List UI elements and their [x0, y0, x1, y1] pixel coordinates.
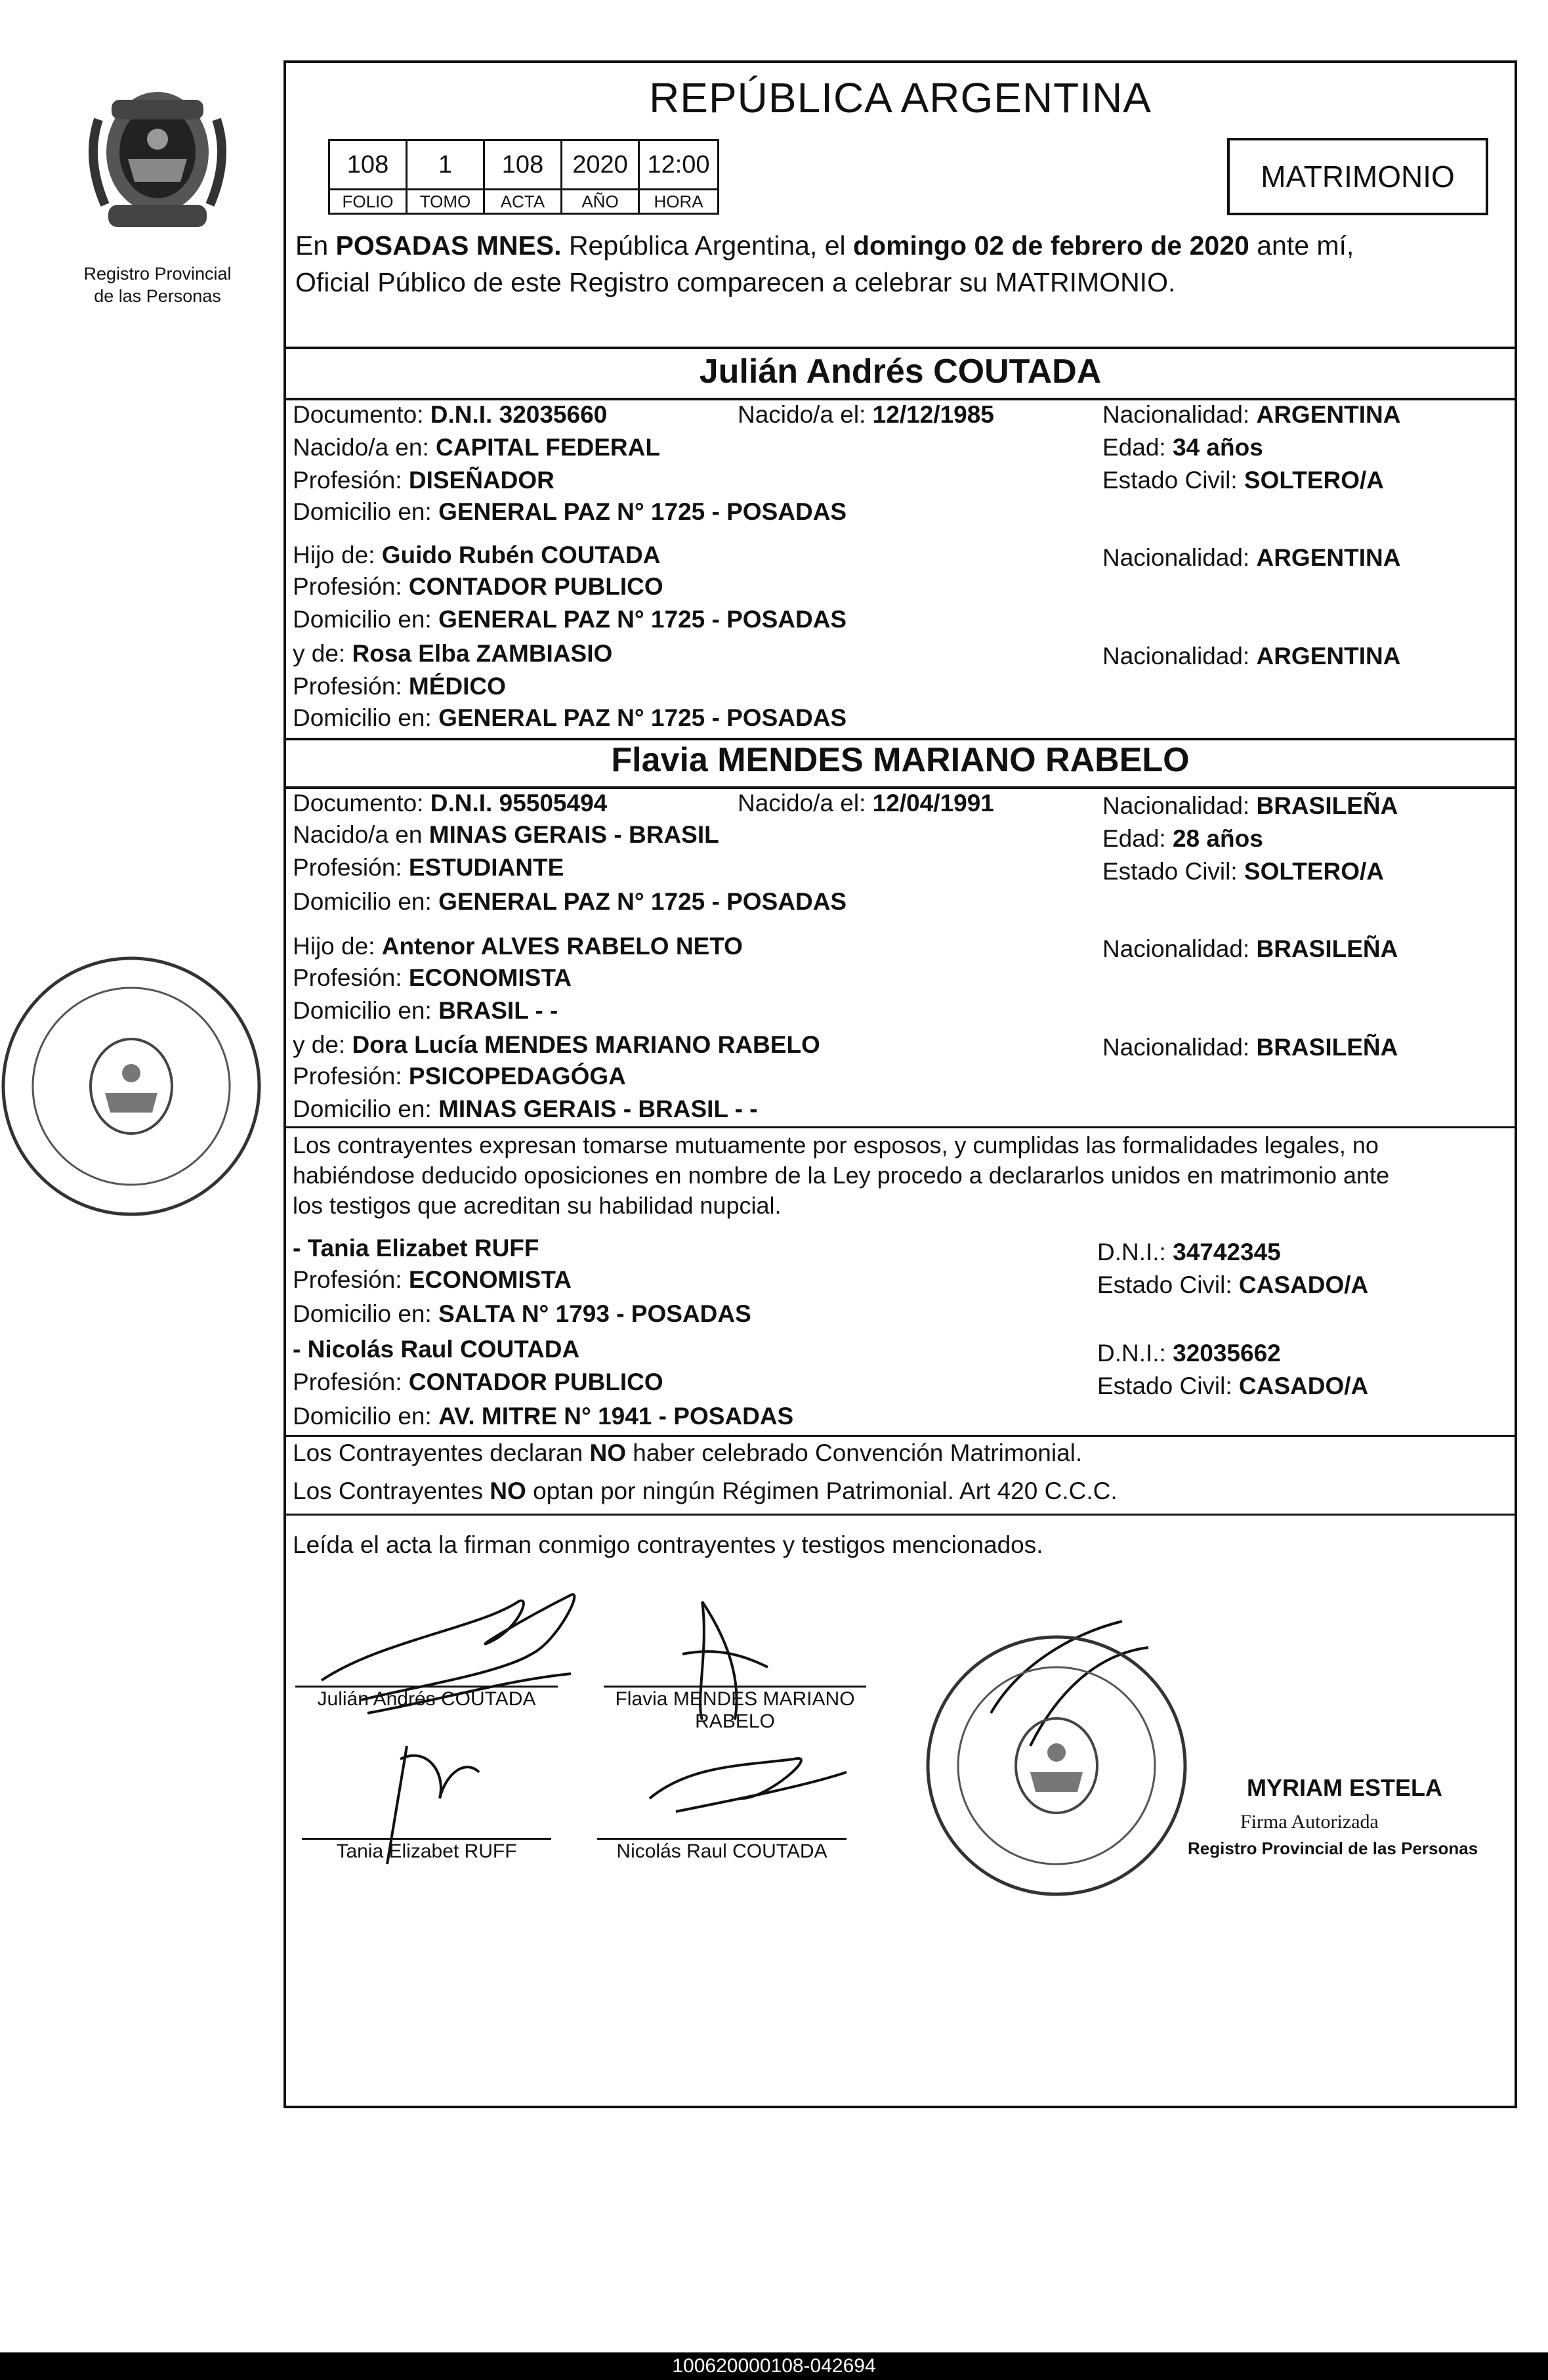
province-logo — [72, 74, 243, 251]
spouse2-mother — [293, 1029, 820, 1061]
record-tomo — [408, 141, 485, 213]
witness1-domicilio — [293, 1298, 751, 1330]
signature-line — [295, 1686, 558, 1688]
signature-2-name-line2: RABELO — [695, 1711, 775, 1732]
intro-line2: Oficial Público de este Registro comparecen a celebrar su MATRIMONIO. — [295, 267, 1176, 297]
spouse2-nacionalidad — [1102, 790, 1398, 822]
witness2-profesion — [293, 1367, 663, 1398]
spouse2-nacido-en — [293, 819, 719, 851]
spouse2-documento — [293, 788, 607, 819]
value: SALTA N° 1793 - POSADAS — [438, 1300, 751, 1327]
signature-line — [604, 1686, 866, 1688]
signature-line — [302, 1838, 551, 1840]
label: Profesión: — [293, 573, 409, 600]
witness1-name — [293, 1233, 539, 1264]
label: Domicilio en: — [293, 498, 439, 525]
spouse1-mother-nacionalidad — [1102, 641, 1400, 672]
declaration-line2: habiéndose deducido oposiciones en nombre de la Ley procedo a declararlos unidos en matrimonio ante — [293, 1162, 1390, 1189]
value: GENERAL PAZ N° 1725 - POSADAS — [438, 498, 847, 525]
record-label: TOMO — [419, 191, 471, 211]
spouse1-domicilio — [293, 496, 847, 528]
label: Nacionalidad: — [1102, 1034, 1257, 1061]
value: - Tania Elizabet RUFF — [293, 1235, 539, 1262]
label: Documento: — [293, 401, 430, 428]
intro-paragraph — [295, 227, 1516, 301]
label: Nacionalidad: — [1102, 792, 1257, 819]
registry-seal-icon — [919, 1588, 1194, 1943]
spouse1-name: Julián Andrés COUTADA — [699, 352, 1102, 391]
value: 28 años — [1172, 825, 1263, 852]
intro-date: domingo 02 de febrero de 2020 — [853, 230, 1249, 261]
record-value: 108 — [330, 141, 406, 190]
barcode-number-bar: 100620000108-042694 — [0, 2352, 1548, 2380]
value: Rosa Elba ZAMBIASIO — [352, 640, 613, 667]
spouse2-edad — [1102, 823, 1263, 855]
text: Los Contrayentes declaran — [293, 1439, 590, 1466]
label: Nacionalidad: — [1102, 643, 1257, 669]
value: SOLTERO/A — [1244, 467, 1385, 494]
act-type-box: MATRIMONIO — [1227, 138, 1488, 215]
spouse2-father-profesion — [293, 962, 572, 994]
value: GENERAL PAZ N° 1725 - POSADAS — [438, 888, 847, 915]
spouse1-mother-domicilio — [293, 702, 847, 734]
signature-4-name: Nicolás Raul COUTADA — [616, 1840, 827, 1862]
signature-2-name-line1: Flavia MENDES MARIANO — [615, 1688, 855, 1710]
spouse1-edad — [1102, 432, 1263, 463]
value: MINAS GERAIS - BRASIL - - — [438, 1095, 758, 1122]
value: GENERAL PAZ N° 1725 - POSADAS — [438, 606, 847, 633]
spouse1-father — [293, 540, 661, 571]
text: Los Contrayentes — [293, 1477, 490, 1504]
label: Domicilio en: — [293, 1095, 439, 1122]
value: 32035662 — [1173, 1340, 1281, 1367]
label: Profesión: — [293, 854, 409, 881]
spouse2-father-domicilio — [293, 995, 558, 1027]
spouse2-mother-profesion — [293, 1061, 626, 1092]
label: Profesión: — [293, 1063, 409, 1090]
record-label: HORA — [654, 191, 703, 211]
signature-line — [597, 1838, 847, 1840]
value: CONTADOR PUBLICO — [408, 573, 663, 600]
spouse2-father-nacionalidad — [1102, 933, 1398, 965]
label: D.N.I.: — [1097, 1340, 1173, 1367]
label: Edad: — [1102, 825, 1173, 852]
text-bold: NO — [490, 1477, 526, 1504]
label: Profesión: — [293, 467, 409, 494]
witness2-domicilio — [293, 1401, 793, 1432]
label: Profesión: — [293, 1369, 409, 1395]
spouse1-nacido-en — [293, 432, 660, 463]
value: CONTADOR PUBLICO — [408, 1369, 663, 1395]
value: 34742345 — [1173, 1239, 1281, 1265]
spouse2-profesion — [293, 852, 564, 883]
value: PSICOPEDAGÓGA — [408, 1063, 626, 1090]
witness2-dni — [1097, 1338, 1281, 1369]
label: Nacionalidad: — [1102, 544, 1257, 571]
label: Domicilio en: — [293, 606, 439, 633]
divider — [283, 1514, 1517, 1516]
value: ARGENTINA — [1256, 643, 1401, 669]
label: Profesión: — [293, 673, 409, 700]
witness1-profesion — [293, 1264, 572, 1296]
spouse1-nacionalidad — [1102, 399, 1400, 431]
value: 34 años — [1172, 434, 1263, 461]
spouse2-mother-domicilio — [293, 1094, 758, 1125]
spouse1-profesion — [293, 465, 554, 496]
value: Antenor ALVES RABELO NETO — [381, 933, 743, 960]
spouse2-father — [293, 931, 743, 962]
value: CAPITAL FEDERAL — [436, 434, 660, 461]
value: MINAS GERAIS - BRASIL — [429, 821, 719, 848]
label: Domicilio en: — [293, 1403, 439, 1430]
signature-1-name: Julián Andrés COUTADA — [317, 1688, 536, 1710]
signature-1-mark — [322, 1594, 574, 1700]
witness2-estado-civil — [1097, 1371, 1368, 1402]
convention-line2 — [293, 1476, 1118, 1507]
label: Profesión: — [293, 1266, 409, 1293]
label: Profesión: — [293, 964, 409, 991]
intro-text: En — [295, 230, 336, 261]
label: Edad: — [1102, 434, 1173, 461]
official-registry: Registro Provincial de las Personas — [1188, 1838, 1478, 1858]
record-acta — [485, 141, 562, 213]
spouse1-documento — [293, 399, 607, 431]
declaration — [293, 1130, 1389, 1221]
signature-3-name: Tania Elizabet RUFF — [336, 1840, 517, 1862]
record-ano — [562, 141, 640, 213]
value: Guido Rubén COUTADA — [381, 542, 661, 568]
spouse1-nacido-el — [738, 399, 994, 431]
value: MÉDICO — [408, 673, 506, 700]
record-label: FOLIO — [342, 191, 394, 211]
value: ARGENTINA — [1256, 544, 1401, 571]
intro-place: POSADAS MNES. — [335, 230, 562, 261]
label: y de: — [293, 1031, 352, 1058]
label: y de: — [293, 640, 352, 667]
label: D.N.I.: — [1097, 1239, 1173, 1265]
label: Documento: — [293, 790, 430, 817]
value: ESTUDIANTE — [408, 854, 564, 881]
record-label: AÑO — [581, 191, 619, 211]
record-table — [328, 139, 719, 215]
signature-4-mark — [650, 1758, 847, 1812]
registry-name-line2: de las Personas — [94, 286, 221, 306]
province-coat-of-arms-icon — [72, 74, 243, 251]
record-folio — [330, 141, 408, 213]
right-official-seal — [919, 1588, 1194, 1943]
witness1-dni — [1097, 1237, 1281, 1268]
divider — [283, 347, 1517, 349]
label: Domicilio en: — [293, 997, 439, 1024]
spouse2-nacido-el — [738, 788, 994, 819]
value: GENERAL PAZ N° 1725 - POSADAS — [438, 704, 847, 731]
value: BRASILEÑA — [1256, 935, 1398, 962]
signature-2-name — [604, 1688, 866, 1733]
label: Domicilio en: — [293, 1300, 439, 1327]
value: D.N.I. 95505494 — [430, 790, 608, 817]
label: Hijo de: — [293, 542, 382, 568]
value: - Nicolás Raul COUTADA — [293, 1336, 580, 1363]
registry-name — [39, 263, 276, 307]
value: 12/12/1985 — [872, 401, 994, 428]
left-official-seal — [0, 916, 282, 1264]
label: Nacido/a en — [293, 821, 429, 848]
convention-line1 — [293, 1437, 1082, 1469]
spouse1-mother-profesion — [293, 671, 506, 702]
text: haber celebrado Convención Matrimonial. — [626, 1439, 1083, 1466]
label: Hijo de: — [293, 933, 382, 960]
signatures-intro: Leída el acta la firman conmigo contrayentes y testigos mencionados. — [293, 1531, 1043, 1558]
value: DISEÑADOR — [408, 467, 554, 494]
spouse1-estado-civil — [1102, 465, 1384, 496]
value: ECONOMISTA — [408, 964, 572, 991]
spouse1-father-domicilio — [293, 604, 847, 635]
witness1-estado-civil — [1097, 1269, 1368, 1301]
spouse2-name: Flavia MENDES MARIANO RABELO — [611, 741, 1190, 779]
spouse2-domicilio — [293, 886, 847, 918]
divider — [283, 1435, 1517, 1437]
value: AV. MITRE N° 1941 - POSADAS — [438, 1403, 794, 1430]
official-name: MYRIAM ESTELA — [1247, 1774, 1443, 1801]
official-role: Firma Autorizada — [1240, 1811, 1379, 1833]
label: Nacido/a el: — [738, 401, 873, 428]
value: D.N.I. 32035660 — [430, 401, 608, 428]
label: Nacionalidad: — [1102, 401, 1257, 428]
label: Domicilio en: — [293, 888, 439, 915]
registry-name-line1: Registro Provincial — [83, 264, 232, 284]
spouse1-father-profesion — [293, 571, 663, 603]
text-bold: NO — [589, 1439, 626, 1466]
label: Domicilio en: — [293, 704, 439, 731]
record-value: 2020 — [562, 141, 638, 190]
value: ARGENTINA — [1256, 401, 1401, 428]
record-value: 108 — [485, 141, 560, 190]
spouse1-mother — [293, 638, 612, 669]
label: Estado Civil: — [1102, 467, 1244, 494]
country-title: REPÚBLICA ARGENTINA — [649, 74, 1152, 121]
intro-text: ante mí, — [1249, 230, 1354, 261]
spouse2-estado-civil — [1102, 856, 1384, 887]
label: Nacido/a el: — [738, 790, 873, 817]
label: Estado Civil: — [1102, 858, 1244, 885]
record-hora — [640, 141, 717, 213]
value: 12/04/1991 — [872, 790, 994, 817]
label: Nacionalidad: — [1102, 935, 1257, 962]
spouse2-mother-nacionalidad — [1102, 1032, 1398, 1063]
value: Dora Lucía MENDES MARIANO RABELO — [352, 1031, 820, 1058]
declaration-line1: Los contrayentes expresan tomarse mutuamente por esposos, y cumplidas las formalidades legales, no — [293, 1132, 1379, 1158]
spouse1-father-nacionalidad — [1102, 542, 1400, 574]
value: ECONOMISTA — [408, 1266, 572, 1293]
intro-line1 — [295, 227, 1516, 264]
label: Nacido/a en: — [293, 434, 436, 461]
value: BRASILEÑA — [1256, 792, 1398, 819]
declaration-line3: los testigos que acreditan su habilidad nupcial. — [293, 1192, 782, 1219]
registry-seal-icon — [0, 916, 282, 1264]
record-value: 12:00 — [640, 141, 717, 190]
label: Estado Civil: — [1097, 1271, 1239, 1298]
record-label: ACTA — [500, 191, 545, 211]
label: Estado Civil: — [1097, 1372, 1239, 1399]
witness2-name — [293, 1334, 579, 1365]
divider — [283, 1126, 1517, 1128]
value: BRASILEÑA — [1256, 1034, 1398, 1061]
value: SOLTERO/A — [1244, 858, 1385, 885]
text: optan por ningún Régimen Patrimonial. Art 420 C.C.C. — [526, 1477, 1118, 1504]
value: CASADO/A — [1238, 1271, 1369, 1298]
value: BRASIL - - — [438, 997, 558, 1024]
value: CASADO/A — [1238, 1372, 1369, 1399]
intro-text: República Argentina, el — [561, 230, 854, 261]
record-value: 1 — [408, 141, 483, 190]
